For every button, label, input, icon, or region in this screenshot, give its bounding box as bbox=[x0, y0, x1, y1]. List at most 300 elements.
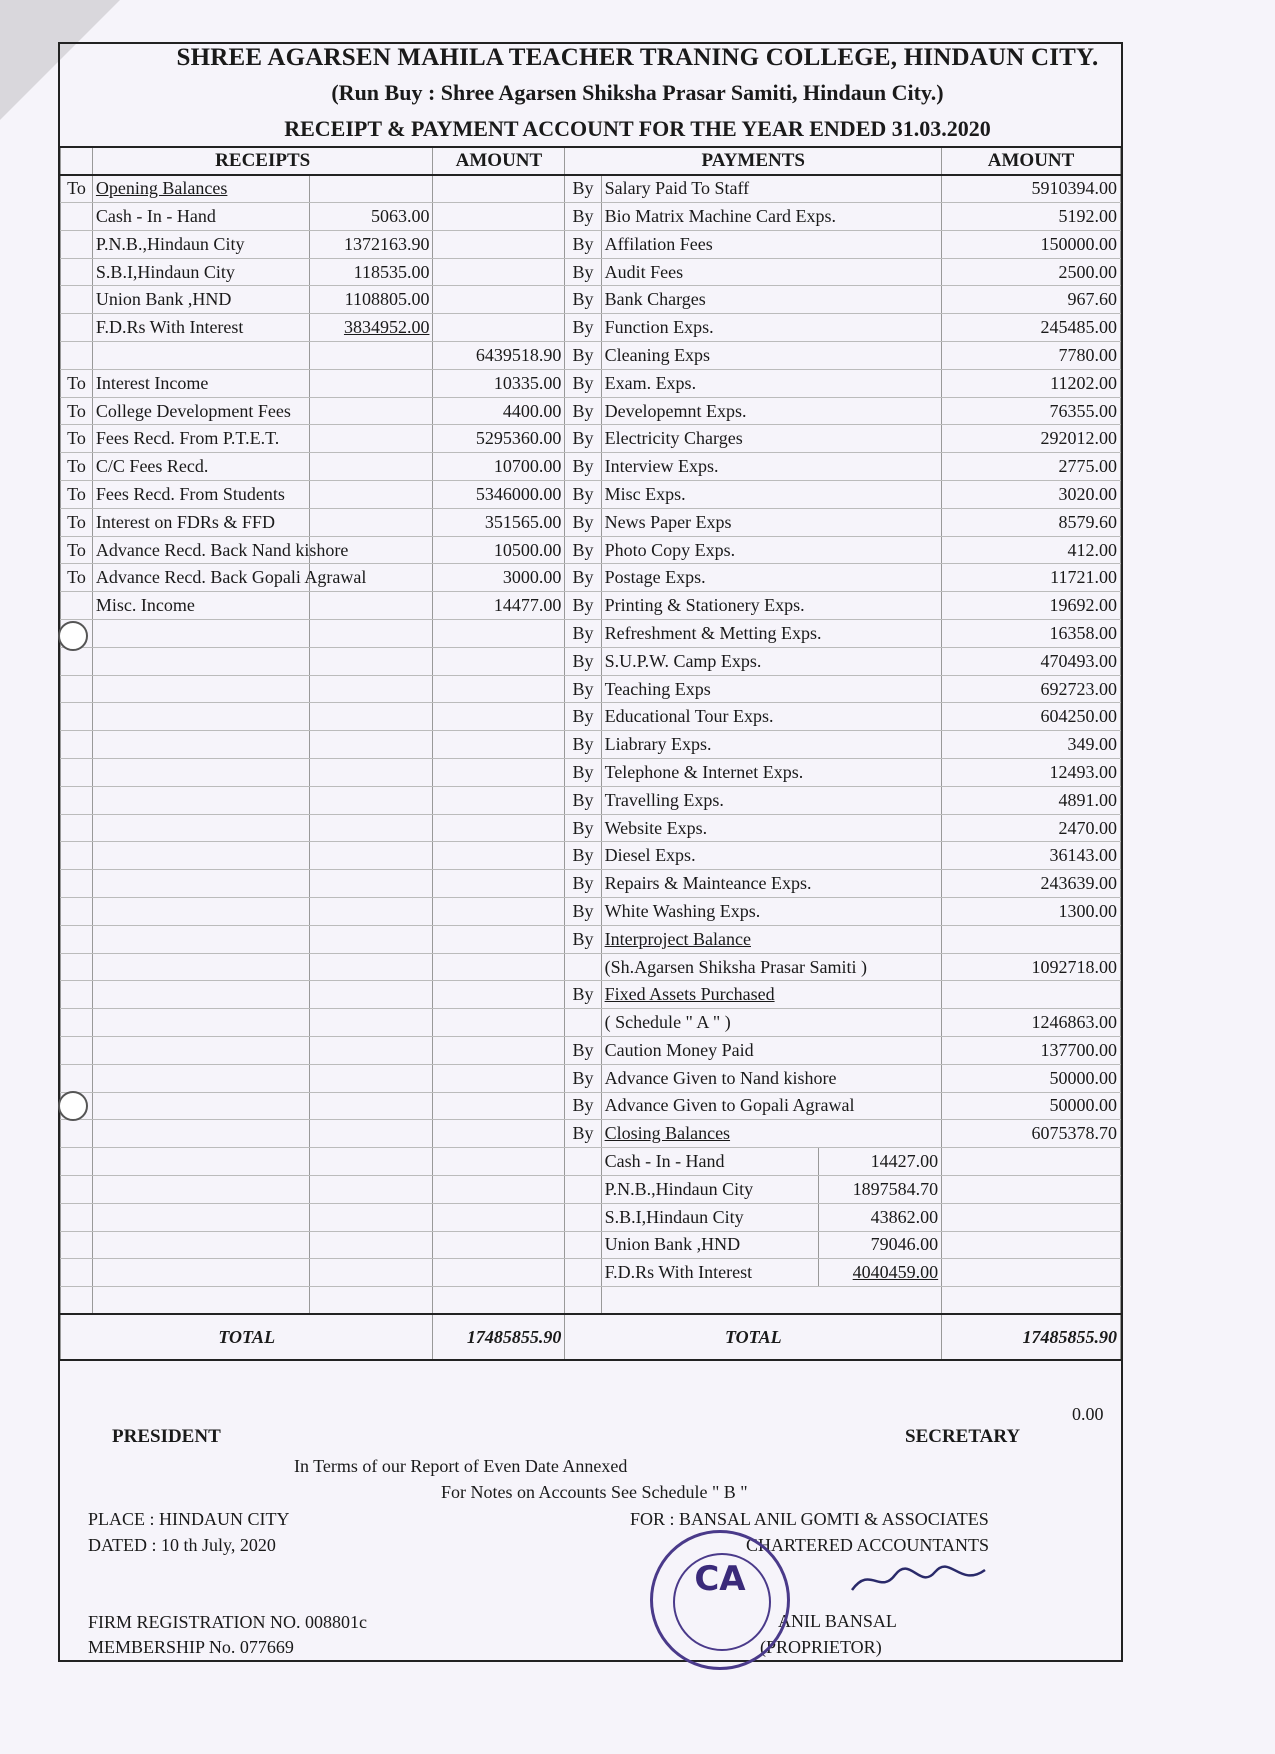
payment-label: Cleaning Exps bbox=[601, 342, 942, 370]
receipt-sub-amount bbox=[310, 1203, 433, 1231]
receipt-sub-amount bbox=[310, 1175, 433, 1203]
table-row bbox=[61, 453, 1121, 481]
payment-amount: 967.60 bbox=[942, 286, 1121, 314]
receipt-prefix bbox=[61, 759, 93, 787]
receipt-label: Advance Recd. Back Nand kishore bbox=[92, 536, 309, 564]
payment-label: Salary Paid To Staff bbox=[601, 175, 942, 203]
payment-prefix: By bbox=[565, 564, 601, 592]
receipt-sub-amount bbox=[310, 814, 433, 842]
payment-amount: 16358.00 bbox=[942, 620, 1121, 648]
payment-prefix: By bbox=[565, 786, 601, 814]
payment-label: Travelling Exps. bbox=[601, 786, 942, 814]
receipt-label bbox=[92, 703, 309, 731]
receipt-prefix: To bbox=[61, 425, 93, 453]
receipt-amount bbox=[433, 1148, 565, 1176]
payment-label: Telephone & Internet Exps. bbox=[601, 759, 942, 787]
total-left-amount: 17485855.90 bbox=[433, 1314, 565, 1360]
payment-label: ( Schedule " A " ) bbox=[601, 1009, 942, 1037]
receipt-label: College Development Fees bbox=[92, 397, 309, 425]
receipt-label bbox=[92, 1120, 309, 1148]
receipt-prefix bbox=[61, 786, 93, 814]
payment-amount: 349.00 bbox=[942, 731, 1121, 759]
receipt-amount bbox=[433, 953, 565, 981]
receipt-prefix bbox=[61, 1287, 93, 1315]
table-row bbox=[61, 1120, 1121, 1148]
receipt-label bbox=[92, 842, 309, 870]
receipt-label bbox=[92, 759, 309, 787]
membership-number: MEMBERSHIP No. 077669 bbox=[88, 1637, 294, 1657]
payment-label: Fixed Assets Purchased bbox=[601, 981, 942, 1009]
payment-prefix: By bbox=[565, 1037, 601, 1065]
payment-prefix bbox=[565, 953, 601, 981]
receipt-sub-amount bbox=[310, 425, 433, 453]
payment-prefix: By bbox=[565, 981, 601, 1009]
receipt-sub-amount bbox=[310, 703, 433, 731]
receipt-sub-amount: 1108805.00 bbox=[310, 286, 433, 314]
receipt-label bbox=[92, 1092, 309, 1120]
payment-label: Caution Money Paid bbox=[601, 1037, 942, 1065]
payment-prefix: By bbox=[565, 1092, 601, 1120]
receipt-sub-amount: 118535.00 bbox=[310, 258, 433, 286]
receipt-label: Interest Income bbox=[92, 369, 309, 397]
table-row bbox=[61, 425, 1121, 453]
payment-amount: 243639.00 bbox=[942, 870, 1121, 898]
receipt-label: Opening Balances bbox=[92, 175, 309, 203]
payment-label: Electricity Charges bbox=[601, 425, 942, 453]
receipt-amount: 6439518.90 bbox=[433, 342, 565, 370]
total-left-label: TOTAL bbox=[61, 1314, 433, 1360]
receipt-label bbox=[92, 620, 309, 648]
table-row bbox=[61, 675, 1121, 703]
receipt-label bbox=[92, 1287, 309, 1315]
payment-label: Educational Tour Exps. bbox=[601, 703, 942, 731]
receipt-label bbox=[92, 953, 309, 981]
table-row bbox=[61, 342, 1121, 370]
payment-prefix: By bbox=[565, 203, 601, 231]
receipt-amount bbox=[433, 842, 565, 870]
receipt-sub-amount bbox=[310, 731, 433, 759]
receipt-label: Fees Recd. From P.T.E.T. bbox=[92, 425, 309, 453]
receipt-amount: 14477.00 bbox=[433, 592, 565, 620]
payment-label: News Paper Exps bbox=[601, 508, 942, 536]
receipt-amount bbox=[433, 981, 565, 1009]
payment-label: Misc Exps. bbox=[601, 481, 942, 509]
payment-amount: 604250.00 bbox=[942, 703, 1121, 731]
difference-value: 0.00 bbox=[1072, 1404, 1104, 1424]
receipt-prefix bbox=[61, 1175, 93, 1203]
table-row bbox=[61, 981, 1121, 1009]
receipt-sub-amount bbox=[310, 1092, 433, 1120]
receipt-amount bbox=[433, 703, 565, 731]
total-right-label: TOTAL bbox=[565, 1314, 942, 1360]
payment-amount: 2470.00 bbox=[942, 814, 1121, 842]
payment-label: Union Bank ,HND bbox=[601, 1231, 818, 1259]
receipt-prefix: To bbox=[61, 453, 93, 481]
payment-prefix: By bbox=[565, 842, 601, 870]
payment-prefix: By bbox=[565, 286, 601, 314]
receipt-prefix bbox=[61, 592, 93, 620]
payment-prefix bbox=[565, 1287, 601, 1315]
receipt-prefix bbox=[61, 342, 93, 370]
payment-amount bbox=[942, 1175, 1121, 1203]
payment-prefix: By bbox=[565, 314, 601, 342]
receipt-label bbox=[92, 1064, 309, 1092]
receipt-amount bbox=[433, 647, 565, 675]
receipt-amount: 5295360.00 bbox=[433, 425, 565, 453]
receipt-amount bbox=[433, 786, 565, 814]
table-row bbox=[61, 258, 1121, 286]
receipt-amount bbox=[433, 1120, 565, 1148]
statement-title: RECEIPT & PAYMENT ACCOUNT FOR THE YEAR ENDED 31.03.2020 bbox=[284, 116, 991, 141]
receipt-payment-table bbox=[60, 146, 1121, 1361]
table-row bbox=[61, 203, 1121, 231]
notes-line: For Notes on Accounts See Schedule " B " bbox=[441, 1482, 748, 1502]
receipt-label bbox=[92, 731, 309, 759]
receipt-sub-amount: 5063.00 bbox=[310, 203, 433, 231]
table-row bbox=[61, 1009, 1121, 1037]
payment-prefix: By bbox=[565, 453, 601, 481]
receipt-prefix: To bbox=[61, 397, 93, 425]
receipt-prefix bbox=[61, 703, 93, 731]
punch-hole-bottom bbox=[58, 1091, 88, 1121]
payment-sub-amount: 79046.00 bbox=[818, 1231, 941, 1259]
receipt-label bbox=[92, 981, 309, 1009]
payment-prefix: By bbox=[565, 731, 601, 759]
receipt-amount bbox=[433, 314, 565, 342]
table-row bbox=[61, 870, 1121, 898]
payment-label: Exam. Exps. bbox=[601, 369, 942, 397]
signatory-name: ANIL BANSAL bbox=[778, 1611, 897, 1631]
receipt-sub-amount bbox=[310, 592, 433, 620]
receipt-amount: 10335.00 bbox=[433, 369, 565, 397]
receipt-sub-amount bbox=[310, 870, 433, 898]
payment-sub-amount: 14427.00 bbox=[818, 1148, 941, 1176]
payment-prefix bbox=[565, 1148, 601, 1176]
table-row bbox=[61, 1175, 1121, 1203]
receipt-prefix bbox=[61, 814, 93, 842]
receipt-prefix bbox=[61, 898, 93, 926]
payment-label: Postage Exps. bbox=[601, 564, 942, 592]
receipt-label bbox=[92, 1203, 309, 1231]
payment-amount: 2500.00 bbox=[942, 258, 1121, 286]
receipt-sub-amount bbox=[310, 1037, 433, 1065]
payment-label: Printing & Stationery Exps. bbox=[601, 592, 942, 620]
place-text: PLACE : HINDAUN CITY bbox=[88, 1509, 290, 1529]
receipt-label: Fees Recd. From Students bbox=[92, 481, 309, 509]
payment-prefix: By bbox=[565, 1064, 601, 1092]
receipt-label bbox=[92, 675, 309, 703]
receipt-prefix bbox=[61, 870, 93, 898]
receipt-sub-amount bbox=[310, 1259, 433, 1287]
receipt-prefix bbox=[61, 286, 93, 314]
receipt-prefix bbox=[61, 230, 93, 258]
table-row bbox=[61, 786, 1121, 814]
receipt-label: Union Bank ,HND bbox=[92, 286, 309, 314]
payment-prefix bbox=[565, 1009, 601, 1037]
payment-amount: 19692.00 bbox=[942, 592, 1121, 620]
table-row bbox=[61, 508, 1121, 536]
payment-prefix: By bbox=[565, 592, 601, 620]
payment-amount: 245485.00 bbox=[942, 314, 1121, 342]
amount-right-header: AMOUNT bbox=[942, 147, 1121, 175]
payment-amount bbox=[942, 1203, 1121, 1231]
payment-prefix: By bbox=[565, 342, 601, 370]
table-row bbox=[61, 314, 1121, 342]
receipts-header: RECEIPTS bbox=[92, 147, 433, 175]
receipt-amount bbox=[433, 230, 565, 258]
receipt-label bbox=[92, 647, 309, 675]
receipt-prefix: To bbox=[61, 564, 93, 592]
payment-label: Repairs & Mainteance Exps. bbox=[601, 870, 942, 898]
table-row bbox=[61, 731, 1121, 759]
firm-type: CHARTERED ACCOUNTANTS bbox=[746, 1535, 989, 1555]
receipt-prefix bbox=[61, 1259, 93, 1287]
table-row bbox=[61, 1037, 1121, 1065]
payment-prefix: By bbox=[565, 675, 601, 703]
receipt-label bbox=[92, 925, 309, 953]
report-line: In Terms of our Report of Even Date Annexed bbox=[294, 1456, 628, 1476]
receipt-prefix bbox=[61, 842, 93, 870]
payment-amount: 150000.00 bbox=[942, 230, 1121, 258]
table-row bbox=[61, 481, 1121, 509]
receipt-label bbox=[92, 1009, 309, 1037]
secretary-label: SECRETARY bbox=[905, 1426, 1021, 1447]
payment-prefix: By bbox=[565, 258, 601, 286]
receipt-prefix bbox=[61, 647, 93, 675]
table-row bbox=[61, 1287, 1121, 1315]
receipt-amount bbox=[433, 759, 565, 787]
payment-amount: 36143.00 bbox=[942, 842, 1121, 870]
payment-amount: 292012.00 bbox=[942, 425, 1121, 453]
payment-amount: 470493.00 bbox=[942, 647, 1121, 675]
receipt-prefix bbox=[61, 1231, 93, 1259]
payment-amount bbox=[942, 1231, 1121, 1259]
receipt-prefix bbox=[61, 731, 93, 759]
payment-prefix: By bbox=[565, 759, 601, 787]
table-row bbox=[61, 1231, 1121, 1259]
receipt-prefix: To bbox=[61, 508, 93, 536]
payment-amount: 11202.00 bbox=[942, 369, 1121, 397]
payment-prefix: By bbox=[565, 898, 601, 926]
table-row bbox=[61, 953, 1121, 981]
receipt-label bbox=[92, 1259, 309, 1287]
receipt-amount bbox=[433, 620, 565, 648]
table-row bbox=[61, 703, 1121, 731]
receipt-prefix bbox=[61, 953, 93, 981]
payment-prefix bbox=[565, 1203, 601, 1231]
receipt-prefix bbox=[61, 258, 93, 286]
amount-left-header: AMOUNT bbox=[433, 147, 565, 175]
payment-label bbox=[601, 1287, 942, 1315]
receipt-sub-amount bbox=[310, 675, 433, 703]
payment-prefix: By bbox=[565, 647, 601, 675]
receipt-amount bbox=[433, 1287, 565, 1315]
firm-registration: FIRM REGISTRATION NO. 008801c bbox=[88, 1612, 367, 1632]
punch-hole-top bbox=[58, 621, 88, 651]
payment-amount: 76355.00 bbox=[942, 397, 1121, 425]
receipt-prefix bbox=[61, 1120, 93, 1148]
payment-amount: 6075378.70 bbox=[942, 1120, 1121, 1148]
table-row bbox=[61, 1148, 1121, 1176]
receipt-sub-amount bbox=[310, 1120, 433, 1148]
payment-prefix: By bbox=[565, 620, 601, 648]
payment-label: F.D.Rs With Interest bbox=[601, 1259, 818, 1287]
payment-amount: 1246863.00 bbox=[942, 1009, 1121, 1037]
payment-label: Liabrary Exps. bbox=[601, 731, 942, 759]
payment-sub-amount: 43862.00 bbox=[818, 1203, 941, 1231]
receipt-sub-amount bbox=[310, 1009, 433, 1037]
receipt-prefix bbox=[61, 1148, 93, 1176]
receipt-sub-amount bbox=[310, 1148, 433, 1176]
receipt-amount bbox=[433, 258, 565, 286]
payment-label: Website Exps. bbox=[601, 814, 942, 842]
receipt-label bbox=[92, 898, 309, 926]
payment-amount: 4891.00 bbox=[942, 786, 1121, 814]
receipt-amount: 10500.00 bbox=[433, 536, 565, 564]
receipt-amount bbox=[433, 814, 565, 842]
payment-label: Bio Matrix Machine Card Exps. bbox=[601, 203, 942, 231]
receipt-amount bbox=[433, 1231, 565, 1259]
receipt-amount bbox=[433, 731, 565, 759]
signatory-role: (PROPRIETOR) bbox=[760, 1637, 882, 1657]
receipt-label bbox=[92, 786, 309, 814]
firm-name: FOR : BANSAL ANIL GOMTI & ASSOCIATES bbox=[630, 1509, 989, 1529]
receipt-sub-amount bbox=[310, 1064, 433, 1092]
receipt-amount bbox=[433, 175, 565, 203]
receipt-sub-amount bbox=[310, 342, 433, 370]
receipt-sub-amount: 1372163.90 bbox=[310, 230, 433, 258]
table-row bbox=[61, 286, 1121, 314]
receipt-prefix bbox=[61, 1064, 93, 1092]
receipt-amount bbox=[433, 1037, 565, 1065]
receipt-sub-amount bbox=[310, 481, 433, 509]
receipt-label bbox=[92, 870, 309, 898]
payment-label: Teaching Exps bbox=[601, 675, 942, 703]
payment-label: Interview Exps. bbox=[601, 453, 942, 481]
table-row bbox=[61, 647, 1121, 675]
payment-label: Photo Copy Exps. bbox=[601, 536, 942, 564]
receipt-label bbox=[92, 1231, 309, 1259]
receipt-prefix bbox=[61, 203, 93, 231]
dated-text: DATED : 10 th July, 2020 bbox=[88, 1535, 276, 1555]
receipt-label bbox=[92, 814, 309, 842]
payment-amount bbox=[942, 981, 1121, 1009]
payment-amount: 3020.00 bbox=[942, 481, 1121, 509]
receipt-amount bbox=[433, 1064, 565, 1092]
table-row bbox=[61, 842, 1121, 870]
receipt-amount bbox=[433, 1092, 565, 1120]
receipt-sub-amount bbox=[310, 842, 433, 870]
payment-amount: 692723.00 bbox=[942, 675, 1121, 703]
payment-prefix: By bbox=[565, 175, 601, 203]
receipt-sub-amount bbox=[310, 898, 433, 926]
receipt-prefix: To bbox=[61, 369, 93, 397]
receipt-amount: 10700.00 bbox=[433, 453, 565, 481]
receipt-prefix: To bbox=[61, 175, 93, 203]
payment-label: Advance Given to Nand kishore bbox=[601, 1064, 942, 1092]
payment-label: S.U.P.W. Camp Exps. bbox=[601, 647, 942, 675]
society-subtitle: (Run Buy : Shree Agarsen Shiksha Prasar Samiti, Hindaun City.) bbox=[331, 80, 944, 105]
receipt-sub-amount bbox=[310, 1287, 433, 1315]
receipt-amount bbox=[433, 870, 565, 898]
payment-amount: 50000.00 bbox=[942, 1092, 1121, 1120]
stamp-ca-text: CA bbox=[694, 1559, 746, 1599]
president-label: PRESIDENT bbox=[112, 1426, 221, 1447]
college-title: SHREE AGARSEN MAHILA TEACHER TRANING COLLEGE, HINDAUN CITY. bbox=[176, 44, 1099, 71]
table-row bbox=[61, 925, 1121, 953]
payment-prefix: By bbox=[565, 870, 601, 898]
table-header-row bbox=[61, 147, 1121, 175]
payment-prefix: By bbox=[565, 1120, 601, 1148]
payment-prefix: By bbox=[565, 230, 601, 258]
payment-label: Cash - In - Hand bbox=[601, 1148, 818, 1176]
payments-header: PAYMENTS bbox=[565, 147, 942, 175]
table-row bbox=[61, 536, 1121, 564]
table-row bbox=[61, 898, 1121, 926]
receipt-prefix bbox=[61, 1009, 93, 1037]
receipt-prefix bbox=[61, 314, 93, 342]
receipt-sub-amount bbox=[310, 981, 433, 1009]
payment-amount: 412.00 bbox=[942, 536, 1121, 564]
receipt-sub-amount bbox=[310, 369, 433, 397]
receipt-amount bbox=[433, 898, 565, 926]
receipt-prefix: To bbox=[61, 536, 93, 564]
receipt-label: Cash - In - Hand bbox=[92, 203, 309, 231]
receipt-sub-amount bbox=[310, 953, 433, 981]
payment-label: S.B.I,Hindaun City bbox=[601, 1203, 818, 1231]
payment-prefix: By bbox=[565, 508, 601, 536]
payment-amount bbox=[942, 1259, 1121, 1287]
receipt-amount: 3000.00 bbox=[433, 564, 565, 592]
receipt-amount bbox=[433, 1175, 565, 1203]
payment-prefix bbox=[565, 1259, 601, 1287]
receipt-label: Misc. Income bbox=[92, 592, 309, 620]
payment-label: Advance Given to Gopali Agrawal bbox=[601, 1092, 942, 1120]
receipt-prefix bbox=[61, 925, 93, 953]
receipt-label: C/C Fees Recd. bbox=[92, 453, 309, 481]
table-row bbox=[61, 759, 1121, 787]
handwritten-signature bbox=[850, 1560, 990, 1606]
receipt-sub-amount bbox=[310, 508, 433, 536]
payment-label: Refreshment & Metting Exps. bbox=[601, 620, 942, 648]
receipt-amount bbox=[433, 286, 565, 314]
receipt-sub-amount bbox=[310, 786, 433, 814]
payment-label: White Washing Exps. bbox=[601, 898, 942, 926]
payment-label: Audit Fees bbox=[601, 258, 942, 286]
payment-amount bbox=[942, 1148, 1121, 1176]
table-row bbox=[61, 1259, 1121, 1287]
payment-amount: 1300.00 bbox=[942, 898, 1121, 926]
payment-prefix: By bbox=[565, 397, 601, 425]
payment-label: Affilation Fees bbox=[601, 230, 942, 258]
receipt-amount: 351565.00 bbox=[433, 508, 565, 536]
receipt-sub-amount bbox=[310, 397, 433, 425]
receipt-label: P.N.B.,Hindaun City bbox=[92, 230, 309, 258]
receipt-label bbox=[92, 1148, 309, 1176]
payment-amount: 5192.00 bbox=[942, 203, 1121, 231]
receipt-prefix bbox=[61, 1203, 93, 1231]
receipt-label: S.B.I,Hindaun City bbox=[92, 258, 309, 286]
payment-prefix: By bbox=[565, 369, 601, 397]
payment-label: Diesel Exps. bbox=[601, 842, 942, 870]
table-row bbox=[61, 1064, 1121, 1092]
receipt-amount bbox=[433, 1009, 565, 1037]
receipt-label: Advance Recd. Back Gopali Agrawal bbox=[92, 564, 309, 592]
receipt-prefix bbox=[61, 1037, 93, 1065]
receipt-label bbox=[92, 1037, 309, 1065]
payment-amount bbox=[942, 1287, 1121, 1315]
payment-prefix: By bbox=[565, 703, 601, 731]
